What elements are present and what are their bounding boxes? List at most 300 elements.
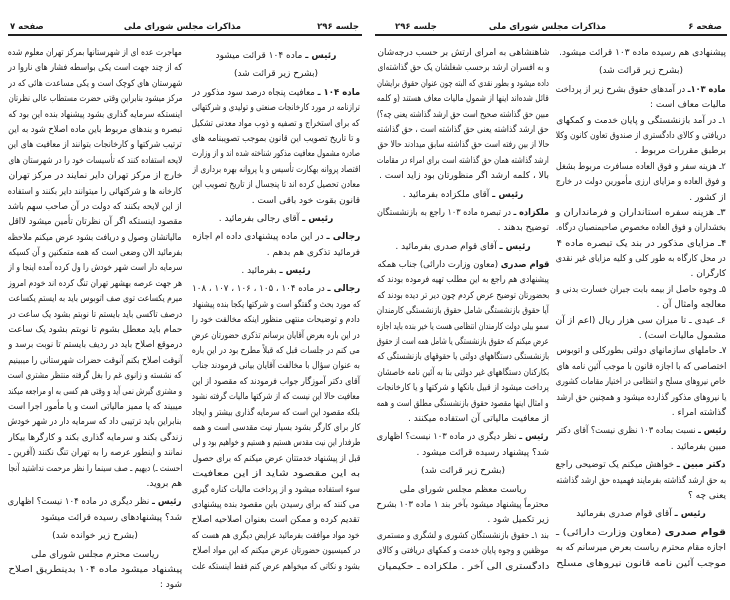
text-line <box>8 61 182 76</box>
line-content <box>556 160 726 175</box>
header-rule <box>375 34 727 36</box>
text-line <box>8 369 182 384</box>
line-text: ۲ـ هزینه سفر و فوق العاده مسافرت مربوط بشغل <box>556 161 726 172</box>
text-line <box>8 446 182 461</box>
line-text: مرکز میشود بنابراین وقتی حضرت مستطاب عالی نظرتان <box>8 94 182 105</box>
speaker-name: رجالی ـ <box>326 232 360 243</box>
line-content <box>377 304 549 319</box>
line-text: که نشسته و زانوی غم را بغل گرفته منتظر مشتری است <box>8 371 182 382</box>
line-text: ۳ـ هزینه سفره استانداران و فرمانداران و <box>556 207 726 218</box>
line-text: محترماً پیشنهاد میشود بآخر بند ۱ ماده ۱۰۳ بشرح <box>377 499 549 510</box>
text-line <box>192 421 360 436</box>
line-content <box>377 61 549 76</box>
text-line <box>8 77 182 92</box>
line-text: اینستکه سرمایه گذاری بشود پیشنهاد بنده این بود که <box>8 109 182 120</box>
text-line <box>8 277 182 292</box>
line-content <box>8 431 182 446</box>
speaker-line <box>377 188 549 203</box>
line-content <box>252 194 360 209</box>
line-content <box>192 132 360 147</box>
line-text: در کمیسیون حضورتان عرض میکنم که این مواد اصلاح <box>192 546 360 557</box>
line-content <box>556 221 726 236</box>
line-content <box>377 258 549 273</box>
text-line <box>192 452 360 467</box>
text-line <box>8 231 182 246</box>
line-content <box>192 178 360 193</box>
line-text: یعنی چه ؟ <box>688 490 726 501</box>
text-line <box>556 252 726 267</box>
text-line <box>192 436 360 451</box>
text-line <box>377 169 549 184</box>
line-text: برطبق مقررات مربوط . <box>634 146 726 157</box>
line-content <box>41 511 182 526</box>
speaker-name: رئیس ـ <box>302 213 334 224</box>
line-text: شهرستان های کوچک است و یکی مساعدت هائی که در <box>8 78 182 89</box>
line-text: نظر دیگری در ماده ۱۰۳ نیست؟ اظهاری <box>377 432 520 443</box>
line-content <box>377 92 549 107</box>
line-text: معافیت پنجاه درصد سود مذکور در <box>192 87 318 98</box>
text-line <box>556 283 726 298</box>
line-content <box>377 529 549 544</box>
line-content <box>556 252 726 267</box>
line-content <box>377 430 549 445</box>
line-content <box>192 421 360 436</box>
line-content <box>377 320 549 335</box>
line-text: به عنوان سؤال با مخالفت آقایان بیانی فرمودند جناب <box>192 361 360 372</box>
line-text: یا نیروهای مذکور گذارده میشود و همچنین حق ارشد <box>556 392 726 403</box>
speaker-name: رئیس ـ <box>279 266 311 277</box>
line-content <box>379 169 549 184</box>
line-text: خاص نیروهای مسلح و انتظامی در اختیار مقامات کشوری <box>556 377 726 388</box>
line-content <box>556 114 726 129</box>
line-text: توضیح بدهند . <box>497 223 549 234</box>
line-content <box>556 557 726 572</box>
text-line <box>377 366 549 381</box>
line-content <box>395 240 530 255</box>
line-content <box>234 67 318 82</box>
line-text: آقای دکتر آموزگار جواب فرمودند که مقصود از این <box>192 376 360 387</box>
speaker-line <box>192 282 360 297</box>
line-content <box>8 308 182 323</box>
text-line <box>377 77 549 92</box>
line-text: به این مقصود شاید از این معافیت <box>192 469 360 480</box>
text-line <box>556 360 726 375</box>
line-content <box>556 175 726 190</box>
line-text: می کنند که برای رسیدن باین مقصود بنده پیشنهادی <box>192 499 360 510</box>
text-line <box>377 335 549 350</box>
line-text: اقتصاد پروانه بهکارت تأسیس و یا پروانه بهره برداری از <box>192 164 360 175</box>
speaker-line <box>8 495 182 510</box>
line-text: شد؟ پیشنهادهای رسیده قرائت میشود <box>40 512 182 523</box>
line-content <box>192 452 360 467</box>
speaker-name: رئیس ـ <box>492 189 524 200</box>
line-text: پرداخت میشود از قبیل بانکها و شرکتها و یا کارخانجات <box>377 383 549 394</box>
line-text: کارخانه ها و شرکتهائی را میتوانند دایر بکنند و استفاده <box>8 186 182 197</box>
line-content <box>377 77 549 92</box>
text-line <box>192 246 360 261</box>
page-title: مذاکرات مجلس شورای ملی <box>123 22 242 32</box>
line-content <box>377 498 549 513</box>
text-line <box>377 446 549 461</box>
text-line <box>8 323 182 338</box>
text-line <box>8 308 182 323</box>
text-line <box>556 557 726 572</box>
line-text: بفرمائید الان وضعی است که همه متمکنین و آن کسیکه <box>8 248 182 259</box>
line-text: پیشنهادی هم راجع به این مطلب تهیه فرموده بودند که <box>377 275 549 286</box>
page-number: صفحه ۷ <box>10 22 44 32</box>
line-text: فرمائید تذکری هم بدهم . <box>266 247 360 258</box>
text-line <box>8 261 182 276</box>
line-content <box>657 298 727 313</box>
line-content <box>216 49 337 64</box>
text-line <box>8 123 182 138</box>
line-content <box>688 489 726 504</box>
text-line <box>556 375 726 390</box>
line-text: میبیند که یا ممیز مالیاتی است و یا مأمور اجرا است <box>8 401 182 412</box>
text-line <box>377 397 549 412</box>
line-text: و مشتری گیرش نمی آید و وقتی هم کسی به او مراجعه میکند <box>8 386 182 397</box>
speaker-name: ملکزاده ـ <box>513 207 549 218</box>
line-text: ترازنامه در مورد کارخانجات صنعتی و تولیدی و شرکتهائی <box>192 103 360 114</box>
line-text: ۷ـ حاملهای سازمانهای دولتی بطورکلی و اتوبوس <box>556 346 726 357</box>
column-left <box>377 46 549 575</box>
text-line <box>556 541 726 556</box>
text-line <box>377 92 549 107</box>
text-line <box>8 246 182 261</box>
speaker-line <box>192 212 360 227</box>
line-content <box>192 282 360 297</box>
text-line <box>377 529 549 544</box>
line-content <box>556 129 726 144</box>
line-text: مالیاتشان وصول و دریافت بشود عرض میکنم ملاحظه <box>8 232 182 243</box>
line-text: معالجه وامثال آن . <box>656 300 726 311</box>
text-line <box>556 329 726 344</box>
text-line <box>192 178 360 193</box>
line-content <box>52 529 138 544</box>
line-text: میرم یکساعت توی صف اتوبوس باید به ایستم یکساعت <box>8 294 182 305</box>
line-content <box>192 498 360 513</box>
text-line <box>556 129 726 144</box>
text-line <box>192 498 360 513</box>
line-content <box>192 544 360 559</box>
line-content <box>8 462 182 477</box>
line-text: گذاشته امراء . <box>671 407 726 418</box>
line-text: آقای قوام صدری بفرمائید <box>576 509 675 520</box>
line-content <box>8 246 182 261</box>
text-line <box>8 169 182 184</box>
text-line <box>556 206 726 221</box>
line-content <box>556 344 726 359</box>
line-content <box>377 366 549 381</box>
line-text: هر جهت عرصه بهشهر تهران تنگ کرده اند خودم امروز <box>8 278 182 289</box>
speaker-line <box>192 230 360 245</box>
line-content <box>556 314 726 329</box>
speaker-name: قوام صدری <box>664 527 726 538</box>
text-line <box>556 314 726 329</box>
speaker-name: دکتر مبین ـ <box>677 460 726 471</box>
line-content <box>400 483 526 498</box>
line-text: بنابراین باید ترتیبی داد که سرمایه دار در شهر خودش <box>8 417 182 428</box>
line-content <box>8 61 182 76</box>
line-text: مبین بفرمائید . <box>670 441 726 452</box>
speaker-name: رئیس ـ <box>674 509 706 520</box>
line-content <box>8 77 182 92</box>
line-text: لایحه استفاده کنند که تأسیسات خود را در شهرستان های <box>8 155 182 166</box>
text-line <box>556 191 726 206</box>
text-line <box>556 474 726 489</box>
line-content <box>192 298 360 313</box>
line-content <box>192 359 360 374</box>
line-text: پیشنهادی هم رسیده ماده ۱۰۳ قرائت میشود. <box>559 48 726 58</box>
line-text: مشمول مالیات است) . <box>638 331 726 342</box>
line-text: صادره مشمول معافیت مذکور شناخته شده اند و از وزارت <box>192 149 360 160</box>
line-content <box>8 415 182 430</box>
line-text: درصف تاکسی باید بایستم تا نوبتم بشود یک ساعت در <box>8 309 182 320</box>
line-text: ریاست معظم مجلس شورای ملی <box>399 484 527 495</box>
line-content <box>556 391 726 406</box>
text-line <box>377 304 549 319</box>
line-content <box>671 440 726 455</box>
line-content <box>556 283 726 298</box>
text-line <box>556 489 726 504</box>
line-text: دادگستری الی آخر . ملکزاده ـ حکیمیان <box>377 561 549 572</box>
line-content <box>8 446 182 461</box>
line-text: قانون بقوت خود باقی است . <box>251 195 360 206</box>
text-line <box>556 114 726 129</box>
speaker-line <box>556 526 726 541</box>
line-text: ریاست محترم مجلس شورای ملی <box>31 549 159 560</box>
line-content <box>8 563 182 578</box>
line-text: خواهش میکنم یک توضیحی راجع <box>556 460 678 471</box>
centered-line <box>8 548 182 563</box>
line-text: قائل شده‌اند اینها از شمول مالیات معاف هستند (و کلمه <box>377 94 549 105</box>
line-content <box>8 46 182 61</box>
speaker-line <box>192 264 360 279</box>
speaker-name: رئیس ـ <box>305 51 337 61</box>
text-line <box>556 440 726 455</box>
line-content <box>403 188 524 203</box>
line-text: در تبصره ماده ۱۰۳ راجع به بازنشستگان <box>377 207 514 218</box>
line-text: بالا ، کلمه ارشد اگر منظورتان بود زاید است . <box>379 171 549 182</box>
line-content <box>146 477 182 492</box>
text-line <box>556 144 726 159</box>
line-content <box>192 230 360 245</box>
line-content <box>377 335 549 350</box>
text-line <box>377 513 549 528</box>
speaker-name: رجالی ـ <box>327 284 360 295</box>
text-line <box>377 544 549 559</box>
line-text: معادن تحصیل کرده اند تا پنجسال از تاریخ تصویب این <box>192 180 360 191</box>
text-line <box>556 344 726 359</box>
line-text: مبین حق گذاشته صحیح است حق ارشد گذاشته یعنی چه؟) <box>377 109 549 120</box>
line-text: کارگران . <box>690 269 726 280</box>
line-text: نظر دیگری در ماده ۱۰۴ نیست؟ اظهاری <box>8 497 153 508</box>
line-text: تقدیم کرده و ممکن است بعنوان اصلاحیه اصلاح <box>192 515 360 526</box>
line-text: و امثال اینها مقصود حقوق بازنشستگی مطلق است و همه <box>377 398 549 409</box>
line-content <box>8 200 182 215</box>
centered-line <box>8 529 182 544</box>
line-content <box>639 329 726 344</box>
line-content <box>599 64 683 79</box>
line-text: داده میشود و بطور نقدی که البته چون عنوان حقوق برایشان <box>377 78 549 89</box>
line-text: (بشرح زیر خوانده شد) <box>52 531 138 542</box>
line-text: شود : <box>159 580 182 591</box>
text-line <box>377 560 549 575</box>
line-content <box>377 123 549 138</box>
text-line <box>8 215 182 230</box>
line-text: موظفین و وجوه پایان خدمت و کمکهای دریافتی و کالای <box>377 546 549 557</box>
line-content <box>556 360 726 375</box>
line-text: مهاجرت عده ای از شهرستانها بمرکز تهران معلوم شده <box>8 48 182 58</box>
line-content <box>8 185 182 200</box>
speaker-line <box>556 458 726 473</box>
line-text: پیشنهاد میشود ماده ۱۰۴ بدینطریق اصلاح <box>8 564 182 575</box>
line-text: بشود و نکاتی که میخواهم عرض کنم فقط اینستکه علت <box>192 561 360 572</box>
text-line <box>8 477 182 492</box>
text-line <box>8 154 182 169</box>
line-text: در آمدهای حقوق بشرح زیر از پرداخت <box>556 84 689 95</box>
text-line <box>8 578 182 593</box>
text-line <box>377 61 549 76</box>
text-line <box>556 175 726 190</box>
line-text: هم بروید. <box>146 478 182 489</box>
line-content <box>192 513 360 528</box>
line-text: حالا از بین رفته است حق گذاشته سابق میدادند حالا حق <box>377 140 549 151</box>
line-text: زندگی بکند و سرمایه گذاری بکند و کارگرها بیکار <box>8 432 182 443</box>
line-content <box>377 154 549 169</box>
line-text: قبل از پیشنهاد خدمتتان عرض میکنم که برای حصول <box>192 453 360 464</box>
text-line <box>192 513 360 528</box>
line-text: آقای ملکزاده بفرمائید . <box>402 189 493 200</box>
text-line <box>8 385 182 400</box>
page-6 <box>365 0 730 600</box>
column-left <box>8 46 182 594</box>
text-line <box>8 415 182 430</box>
text-line <box>377 138 549 153</box>
line-content <box>8 354 182 369</box>
text-line <box>8 462 182 477</box>
line-content <box>377 138 549 153</box>
line-text: ۱ـ در آمد بازنشستگی و پایان خدمت و کمکهای <box>556 115 726 126</box>
line-text: آقای رجالی بفرمائید . <box>218 213 303 224</box>
page-title: مذاکرات مجلس شورای ملی <box>488 22 607 32</box>
line-content <box>556 83 726 98</box>
line-content <box>8 169 182 184</box>
speaker-line <box>377 206 549 221</box>
line-text: نسبت بماده ۱۰۳ نظری نیست؟ آقای دکتر <box>556 426 698 437</box>
line-text: بفرمائید . <box>241 266 280 277</box>
line-text: زیر تکمیل شود . <box>487 515 549 526</box>
line-content <box>192 529 360 544</box>
line-text: سرمایه دار است شهر خودش را ول کرده آمده اینجا و از <box>8 263 182 274</box>
line-text: که از چند جهت است یکی بواسطه فشار های ناروا در <box>8 63 182 74</box>
session-label: جلسه ۲۹۶ <box>317 22 359 32</box>
line-text: بلکه مقصود این است که سرمایه گذاری بیشتر و ایجاد <box>192 407 360 418</box>
line-text: درموقع اصلاح باید در ردیف بایستم تا نوبت برسد و <box>8 340 182 351</box>
line-content <box>417 446 549 461</box>
line-content <box>8 385 182 400</box>
line-content <box>192 467 360 482</box>
line-content <box>556 541 726 556</box>
line-content <box>377 350 549 365</box>
line-text: مالیات معاف است : <box>650 100 726 111</box>
line-content <box>8 261 182 276</box>
line-content <box>8 154 182 169</box>
line-content <box>8 369 182 384</box>
line-text: خود مواد موافقت بفرمائید عرایض دیگری هم هست که <box>192 530 360 541</box>
line-text: معافیت حالا این نیست که از شرکتها مالیات گرفته نشود <box>192 392 360 403</box>
line-content <box>691 267 726 282</box>
line-content <box>8 277 182 292</box>
line-content <box>8 231 182 246</box>
line-content <box>31 548 159 563</box>
line-content <box>8 215 182 230</box>
text-line <box>8 185 182 200</box>
line-text: عرض میکنم که حقوق بازنشستگی یا شامل همه است از حقوق <box>377 337 549 348</box>
line-content <box>160 578 182 593</box>
text-line <box>8 511 182 526</box>
line-text: بکارکنان دستگاههای غیر دولتی بنا به آئین نامه خاصشان <box>377 367 549 378</box>
line-text: در این ماده پیشنهادی داده ام اجازه <box>192 232 327 243</box>
line-text: آیا حقوق بازنشستگی شامل حقوق بازنشستگی کارمندان <box>377 306 549 317</box>
text-line <box>556 237 726 252</box>
text-line <box>556 221 726 236</box>
speaker-line <box>556 83 726 98</box>
line-text: ۴ـ مزایای مذکور در بند یک تبصره ماده ۴ <box>556 238 726 249</box>
text-line <box>192 375 360 390</box>
centered-line <box>377 483 549 498</box>
line-content <box>672 406 726 421</box>
line-text: بند ۱ـ حقوق بازنشستگان کشوری و لشگری و مستمری <box>377 530 549 541</box>
text-line <box>377 412 549 427</box>
line-content <box>8 123 182 138</box>
line-content <box>8 138 182 153</box>
line-content <box>377 560 549 575</box>
speaker-name: رئیس ـ <box>697 426 726 437</box>
line-content <box>556 237 726 252</box>
line-content <box>556 206 726 221</box>
speaker-name: ماده ۱۰۴ ـ <box>317 87 360 98</box>
text-line <box>192 560 360 575</box>
line-content <box>377 289 549 304</box>
line-text: به حق ارشد گذاشته بفرمایند فهمیده حق ارشد گذاشته <box>556 475 726 486</box>
line-text: موجب آئین نامه قانون نیروهای مسلح <box>556 558 726 569</box>
line-text: دریافتی و کالای دادگستری از صندوق تعاون کانون وکلا <box>556 130 726 141</box>
speaker-line <box>377 240 549 255</box>
text-line <box>8 400 182 415</box>
line-content <box>192 483 360 498</box>
line-content <box>8 400 182 415</box>
line-content <box>8 108 182 123</box>
header-rule <box>8 34 362 36</box>
line-content <box>498 221 549 236</box>
line-text: آنوقت اصلاح بکنم آنوقت حضرات شهرستانی را میبینیم <box>8 355 182 366</box>
line-text: بخشداران و فوق العاده مخصوص صاحبمنصبان درگاه. <box>556 223 726 234</box>
line-text: اجازه مقام محترم ریاست بعرض میرسانم که به <box>556 543 726 554</box>
line-content <box>377 381 549 396</box>
line-content <box>8 338 182 353</box>
line-text: نمانند و اینطور عرصه را به تهران تنگ نکنند (آفرین ـ <box>8 448 182 459</box>
text-line <box>8 431 182 446</box>
text-line <box>8 138 182 153</box>
text-line <box>192 359 360 374</box>
text-line <box>377 289 549 304</box>
line-content <box>487 513 549 528</box>
line-content <box>377 46 549 61</box>
line-text: در ماده ۱۰۴ ، ۱۰۵ ، ۱۰۶ ، ۱۰۷ ، ۱۰۸ <box>192 284 328 295</box>
line-text: تبصره و بندهای مربوط باین ماده اصلاح شود به این <box>8 124 182 135</box>
text-line <box>377 221 549 236</box>
